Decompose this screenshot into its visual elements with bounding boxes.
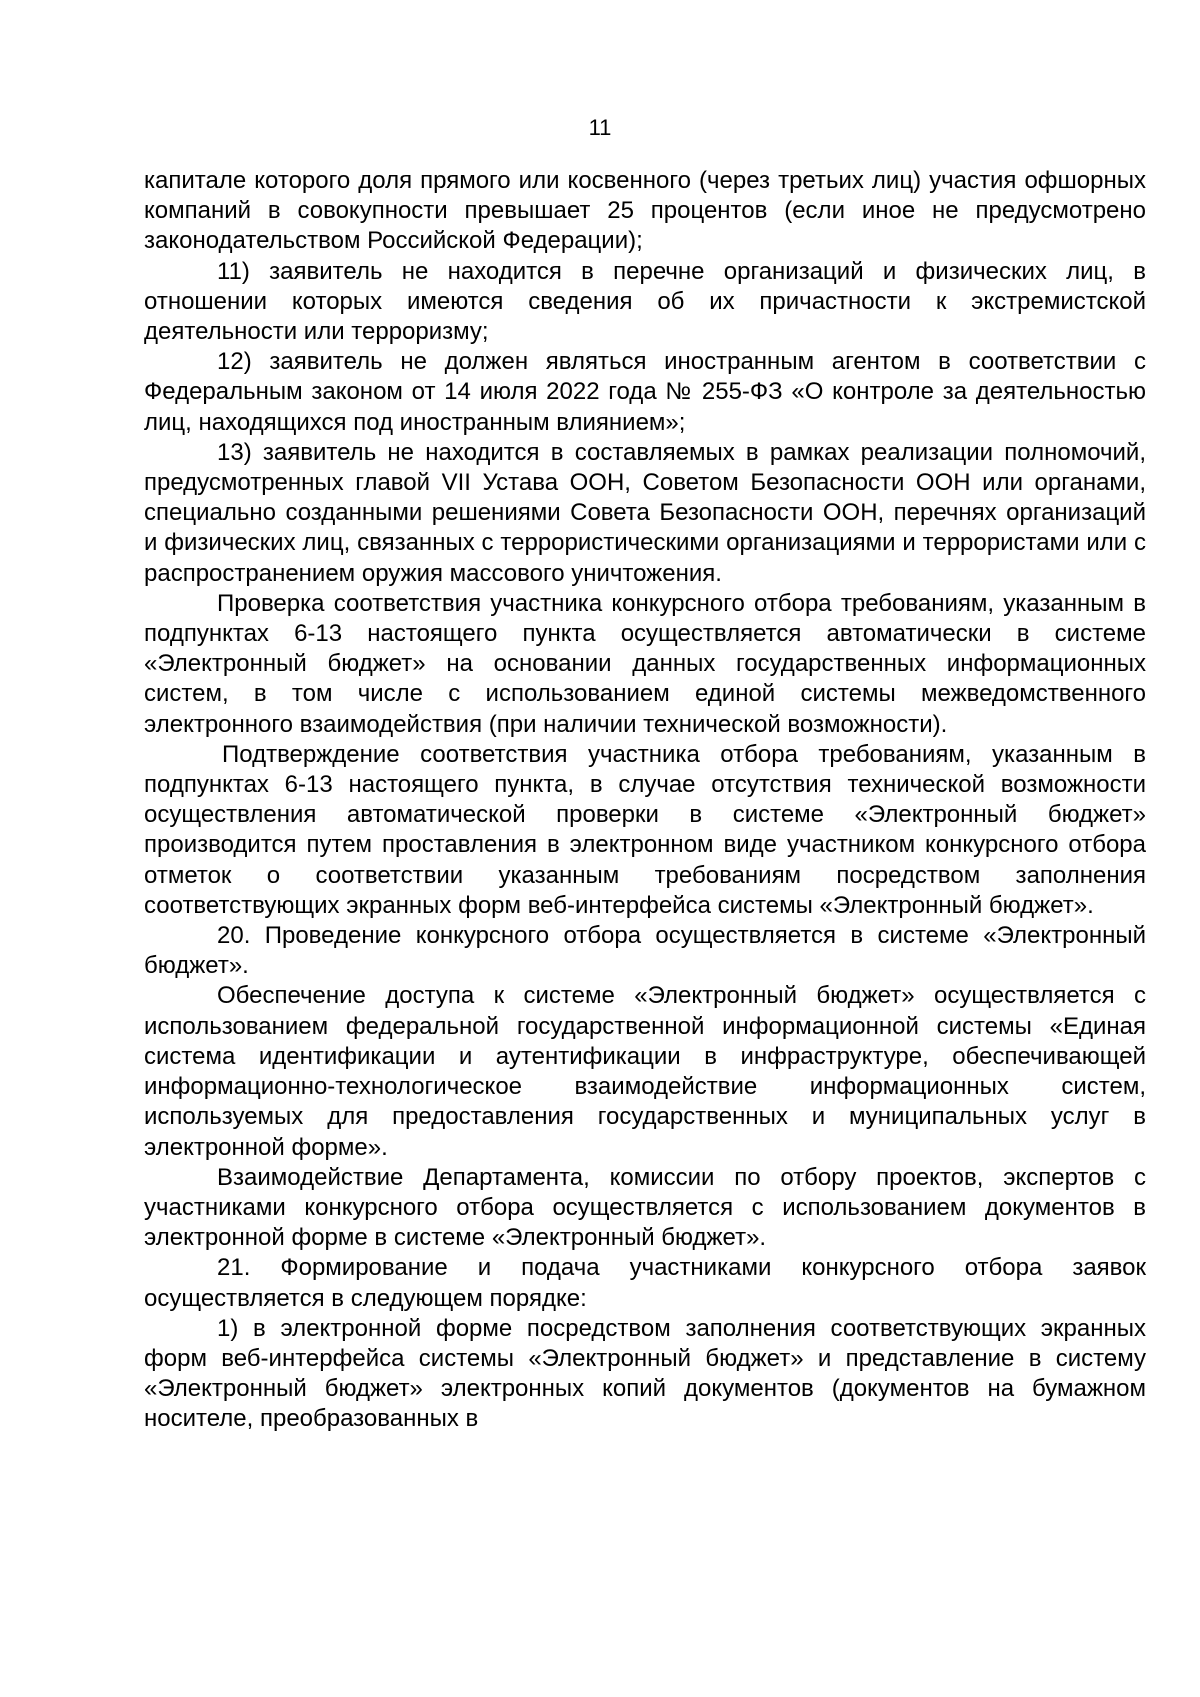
paragraph-section-20: 20. Проведение конкурсного отбора осуществляется в системе «Электронный бюджет». [144,922,1146,980]
paragraph-verification: Проверка соответствия участника конкурсного отбора требованиям, указанным в подпунктах 6-13 настоящего пункта осуществляется автоматически в системе «Электронный бюджет» на основании данных государственных информационных систем, в том числе с использованием единой системы межведомственного электронного взаимодействия (при наличии технической возможности). [144,589,1146,738]
page-number: 11 [588,115,612,140]
document-body [144,166,1146,1435]
paragraph-confirmation: Подтверждение соответствия участника отбора требованиям, указанным в подпунктах 6-13 настоящего пункта, в случае отсутствия технической возможности осуществления автоматической проверки в системе «Электронный бюджет» производится путем проставления в электронном виде участником конкурсного отбора отметок о соответствии указанным требованиям посредством заполнения соответствующих экранных форм веб-интерфейса системы «Электронный бюджет». [144,740,1146,919]
paragraph-item-11: 11) заявитель не находится в перечне организаций и физических лиц, в отношении которых имеются сведения об их причастности к экстремистской деятельности или терроризму; [144,257,1146,346]
paragraph-item-13: 13) заявитель не находится в составляемых в рамках реализации полномочий, предусмотренных главой VII Устава ООН, Советом Безопасности ООН или органами, специально созданными решениями Совета Безопасности ООН, перечнях организаций и физических лиц, связанных с террористическими организациями и террористами или с распространением оружия массового уничтожения. [144,438,1146,587]
paragraph-section-21: 21. Формирование и подача участниками конкурсного отбора заявок осуществляется в следующем порядке: [144,1254,1146,1312]
paragraph-item-1: 1) в электронной форме посредством заполнения соответствующих экранных форм веб-интерфейса системы «Электронный бюджет» и представление в систему «Электронный бюджет» электронных копий документов (документов на бумажном носителе, преобразованных в [144,1314,1146,1433]
paragraph-interaction: Взаимодействие Департамента, комиссии по отбору проектов, экспертов с участниками конкурсного отбора осуществляется с использованием документов в электронной форме в системе «Электронный бюджет». [144,1163,1146,1252]
paragraph-continuation: капитале которого доля прямого или косвенного (через третьих лиц) участия офшорных компаний в совокупности превышает 25 процентов (если иное не предусмотрено законодательством Российской Федерации); [144,167,1146,255]
paragraph-access: Обеспечение доступа к системе «Электронный бюджет» осуществляется с использованием федеральной государственной информационной системы «Единая система идентификации и аутентификации в инфраструктуре, обеспечивающей информационно-технологическое взаимодействие информационных систем, используемых для предоставления государственных и муниципальных услуг в электронной форме». [144,982,1146,1161]
paragraph-item-12: 12) заявитель не должен являться иностранным агентом в соответствии с Федеральным законом от 14 июля 2022 года № 255-ФЗ «О контроле за деятельностью лиц, находящихся под иностранным влиянием»; [144,348,1146,436]
